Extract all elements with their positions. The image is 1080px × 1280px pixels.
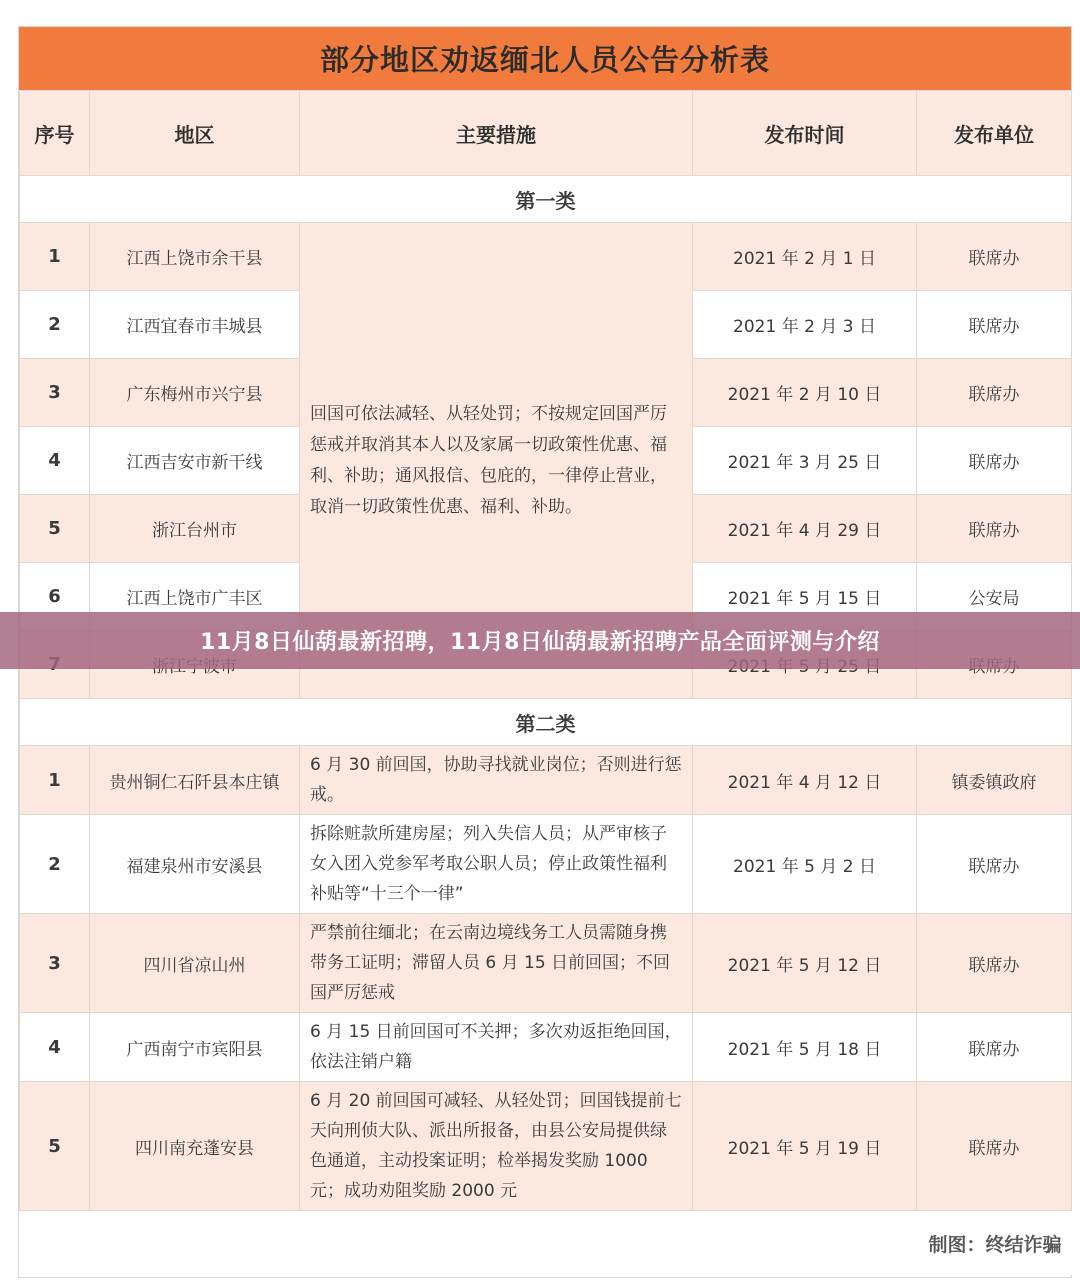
row-date: 2021 年 4 月 29 日 — [693, 495, 917, 563]
row-no: 1 — [20, 746, 90, 815]
row-region: 江西上饶市余干县 — [90, 223, 300, 291]
row-no: 1 — [20, 223, 90, 291]
row-unit: 联席办 — [917, 291, 1072, 359]
header-no: 序号 — [20, 91, 90, 176]
table-title: 部分地区劝返缅北人员公告分析表 — [19, 27, 1071, 90]
section-label: 第二类 — [20, 699, 1072, 746]
shared-measure: 回国可依法减轻、从轻处罚；不按规定回国严厉惩戒并取消其本人以及家属一切政策性优惠、福利、补助；通风报信、包庇的，一律停止营业，取消一切政策性优惠、福利、补助。 — [300, 223, 693, 699]
row-date: 2021 年 2 月 1 日 — [693, 223, 917, 291]
row-unit: 公安局 — [917, 563, 1072, 631]
credit-text: 制图：终结诈骗 — [20, 1211, 1072, 1276]
row-unit: 联席办 — [917, 495, 1072, 563]
row-unit: 镇委镇政府 — [917, 746, 1072, 815]
row-no: 6 — [20, 563, 90, 631]
table-row — [20, 914, 1072, 1013]
row-region: 江西宜春市丰城县 — [90, 291, 300, 359]
row-no: 2 — [20, 291, 90, 359]
section-row — [20, 176, 1072, 223]
row-region: 福建泉州市安溪县 — [90, 815, 300, 914]
section-row — [20, 699, 1072, 746]
row-no: 4 — [20, 427, 90, 495]
header-row — [20, 91, 1072, 176]
row-date: 2021 年 5 月 15 日 — [693, 563, 917, 631]
row-date: 2021 年 3 月 25 日 — [693, 427, 917, 495]
row-region: 广西南宁市宾阳县 — [90, 1013, 300, 1082]
row-date: 2021 年 5 月 2 日 — [693, 815, 917, 914]
announcement-table — [19, 90, 1072, 1275]
row-date: 2021 年 5 月 18 日 — [693, 1013, 917, 1082]
row-region: 四川省凉山州 — [90, 914, 300, 1013]
row-measure: 6 月 30 前回国，协助寻找就业岗位；否则进行惩戒。 — [300, 746, 693, 815]
row-region: 江西吉安市新干线 — [90, 427, 300, 495]
row-date: 2021 年 2 月 10 日 — [693, 359, 917, 427]
table-row — [20, 815, 1072, 914]
row-unit: 联席办 — [917, 427, 1072, 495]
row-date: 2021 年 5 月 19 日 — [693, 1082, 917, 1211]
row-region: 浙江台州市 — [90, 495, 300, 563]
row-region: 江西上饶市广丰区 — [90, 563, 300, 631]
row-measure: 拆除赃款所建房屋；列入失信人员；从严审核子女入团入党参军考取公职人员；停止政策性福利补贴等“十三个一律” — [300, 815, 693, 914]
row-measure: 6 月 20 前回国可减轻、从轻处罚；回国钱提前七天向刑侦大队、派出所报备，由县公安局提供绿色通道，主动投案证明；检举揭发奖励 1000 元；成功劝阻奖励 2000 元 — [300, 1082, 693, 1211]
table-row — [20, 746, 1072, 815]
table-row — [20, 1013, 1072, 1082]
row-date: 2021 年 2 月 3 日 — [693, 291, 917, 359]
row-measure: 6 月 15 日前回国可不关押；多次劝返拒绝回国，依法注销户籍 — [300, 1013, 693, 1082]
row-unit: 联席办 — [917, 1082, 1072, 1211]
row-unit: 联席办 — [917, 815, 1072, 914]
row-date: 2021 年 5 月 12 日 — [693, 914, 917, 1013]
row-no: 3 — [20, 359, 90, 427]
header-unit: 发布单位 — [917, 91, 1072, 176]
row-no: 5 — [20, 495, 90, 563]
row-unit: 联席办 — [917, 223, 1072, 291]
row-unit: 联席办 — [917, 1013, 1072, 1082]
row-no: 2 — [20, 815, 90, 914]
row-region: 四川南充蓬安县 — [90, 1082, 300, 1211]
row-region: 贵州铜仁石阡县本庄镇 — [90, 746, 300, 815]
section-label: 第一类 — [20, 176, 1072, 223]
row-measure: 严禁前往缅北；在云南边境线务工人员需随身携带务工证明；滞留人员 6 月 15 日前回国；不回国严厉惩戒 — [300, 914, 693, 1013]
overlay-title-banner: 11月8日仙葫最新招聘，11月8日仙葫最新招聘产品全面评测与介绍 — [0, 612, 1080, 669]
row-unit: 联席办 — [917, 359, 1072, 427]
row-no: 4 — [20, 1013, 90, 1082]
header-date: 发布时间 — [693, 91, 917, 176]
row-unit: 联席办 — [917, 914, 1072, 1013]
table-row — [20, 223, 1072, 291]
header-measures: 主要措施 — [300, 91, 693, 176]
row-no: 3 — [20, 914, 90, 1013]
row-date: 2021 年 4 月 12 日 — [693, 746, 917, 815]
header-region: 地区 — [90, 91, 300, 176]
footer-row — [20, 1211, 1072, 1276]
row-region: 广东梅州市兴宁县 — [90, 359, 300, 427]
table-row — [20, 1082, 1072, 1211]
row-no: 5 — [20, 1082, 90, 1211]
